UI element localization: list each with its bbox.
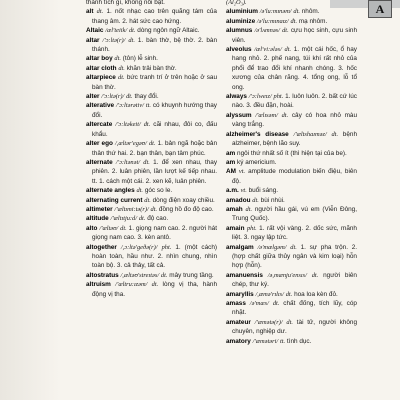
entry-pronunciation: /'æltɪmi:tə(r)/	[114, 205, 149, 213]
dictionary-entry	[226, 318, 357, 337]
entry-headword: amalgam	[226, 243, 254, 251]
entry-pronunciation: /'ɔ:ltənət/	[115, 158, 140, 166]
entry-headword: altar cloth	[86, 64, 117, 72]
entry-pronunciation: /'ɔ:ltə(r)/	[101, 93, 125, 101]
entry-pronunciation: /,æmə'rɪlɪs/	[255, 290, 284, 298]
entry-pronunciation: (Al₂O₃).	[226, 0, 247, 6]
entry-definition: bùi nhùi.	[260, 196, 285, 204]
entry-headword: altar	[86, 36, 100, 44]
dictionary-entry	[86, 224, 217, 243]
entry-headword: alterative	[86, 102, 115, 110]
dictionary-entry	[86, 271, 217, 280]
entry-definition: người biên chép, thư ký.	[232, 271, 357, 289]
dictionary-entry	[86, 120, 217, 139]
entry-pronunciation: /'ɔ:ltəkeit/	[115, 121, 141, 129]
entry-part-of-speech: dt.	[118, 74, 125, 82]
dictionary-entry	[226, 149, 357, 158]
entry-definition: mạ nhôm.	[298, 17, 328, 25]
entry-definition: 1. để xen nhau, thay phiên. 2. luân phiên, lần lượt kế tiếp nhau. tt. 1. cách một cái. 2. xen kẽ, luân phiên.	[92, 158, 218, 185]
entry-definition: góc so le.	[144, 187, 173, 195]
entry-part-of-speech: pht.	[161, 243, 172, 251]
entry-pronunciation: /æl'teiik/	[105, 27, 128, 35]
dictionary-entry	[226, 186, 357, 195]
entry-pronunciation: /ə'mæs/	[249, 300, 269, 307]
entry-headword: am	[226, 158, 236, 166]
entry-definition: buổi sáng.	[248, 187, 279, 195]
entry-definition: ký americium.	[237, 158, 277, 166]
entry-headword: altitude	[86, 215, 109, 223]
entry-pronunciation: /,æltər'egəʊ/	[115, 140, 147, 148]
entry-definition: bức tranh trí ở trên hoặc ở sau bàn thờ.	[92, 74, 218, 91]
dictionary-entry	[226, 167, 357, 186]
dictionary-entry	[226, 92, 357, 111]
entry-definition: tình dục.	[286, 337, 312, 345]
entry-definition: (tôn) lễ sinh.	[122, 55, 158, 63]
entry-headword: amatory	[226, 337, 251, 345]
entry-definition: 1. một cái hốc, ổ hay hang nhỏ. 2. phế nang, túi khí rất nhỏ của phổi để trao đổi khí nhanh chóng. 3. hốc xương của chân răng. 4. tổng ong, lỗ tổ ong.	[232, 46, 357, 91]
entry-part-of-speech: dt.	[281, 111, 289, 119]
dictionary-entry	[226, 196, 357, 205]
entry-definition: dòng điện xoay chiều.	[152, 196, 215, 204]
entry-headword: amanuensis	[226, 271, 263, 279]
entry-pronunciation: /'æltəʊ/	[99, 224, 119, 232]
entry-definition: chất đống, tích lũy, cóp nhặt.	[232, 300, 357, 317]
entry-headword: alternate	[86, 158, 113, 166]
entry-headword: altercate	[86, 121, 113, 129]
entry-part-of-speech: pht.	[246, 224, 257, 232]
entry-part-of-speech: dt.	[144, 196, 151, 204]
entry-headword: altostratus	[86, 271, 119, 279]
entry-part-of-speech: dt.	[136, 187, 144, 195]
dictionary-entry	[226, 17, 357, 26]
entry-part-of-speech: vt.	[238, 168, 246, 176]
dictionary-entry	[226, 299, 357, 318]
entry-headword: aluminium	[226, 8, 258, 16]
thumb-index-letter: A	[375, 1, 385, 16]
entry-pronunciation: /ə'mælgəm/	[257, 243, 287, 251]
dictionary-entry	[86, 36, 217, 55]
dictionary-entry	[226, 158, 357, 167]
entry-headword: alternating current	[86, 196, 143, 204]
dictionary-entry	[226, 224, 357, 243]
entry-part-of-speech: dt.	[331, 130, 339, 138]
thumb-index-tab	[368, 0, 392, 18]
entry-headword: amass	[226, 300, 246, 307]
entry-pronunciation: /'ælɪsəm/	[255, 111, 278, 119]
entry-part-of-speech: dt.	[311, 271, 319, 279]
entry-definition: 1. giọng nam cao. 2. người hát giọng nam cao. 3. kèn antô.	[92, 224, 217, 242]
entry-headword: a.m.	[226, 187, 239, 195]
entry-definition: hoa loa kèn đỏ.	[294, 290, 338, 298]
entry-definition: lòng vị tha, hành động vị tha.	[92, 281, 217, 298]
entry-headword: altimeter	[86, 205, 113, 213]
entry-definition: nhôm.	[301, 8, 320, 16]
dictionary-entry	[226, 337, 357, 346]
entry-part-of-speech: dt.	[285, 290, 293, 298]
entry-headword: altruism	[86, 281, 111, 289]
entry-definition: 1. bản ngã hoặc bản thân thứ hai. 2. bạn thân, bạn tâm phúc.	[92, 140, 218, 157]
dictionary-entry	[226, 271, 357, 290]
page-gutter	[0, 0, 60, 400]
entry-pronunciation: /'æltshaɪməz/	[293, 130, 327, 138]
entry-pronunciation: /æl'vi:ələs/	[254, 46, 282, 54]
entry-definition: 1. luôn luôn. 2. bất cứ lúc nào. 3. đều đặn, hoài.	[232, 93, 357, 110]
entry-definition: 1. rất vội vàng. 2. dốc sức, mãnh liệt. 3. ngay lập tức.	[232, 224, 357, 242]
entry-part-of-speech: dt.	[118, 64, 125, 72]
entry-headword: alzheimer's disease	[226, 130, 289, 138]
entry-definition: độ cao.	[147, 215, 169, 223]
entry-definition: có khuynh hướng thay đổi.	[92, 102, 218, 119]
entry-definition: tài tử, người không chuyên, nghiệp dư.	[232, 318, 358, 336]
entry-part-of-speech: dt.	[286, 318, 293, 326]
entry-definition: dòng ngôn ngữ Altaic.	[137, 27, 200, 35]
dictionary-entry	[86, 243, 217, 271]
entry-headword: amateur	[226, 318, 251, 326]
dictionary-entry	[86, 186, 217, 195]
entry-headword: alto	[86, 224, 98, 232]
entry-definition: mây trung tầng.	[169, 271, 214, 279]
dictionary-entry	[226, 130, 357, 149]
dictionary-entry	[86, 92, 217, 101]
dictionary-entry	[226, 290, 357, 299]
entry-pronunciation: /ə'lu:mɪnaɪz/	[256, 17, 289, 25]
entry-pronunciation: /ə'lʌmnəs/	[254, 27, 280, 35]
entry-definition: cựu học sinh, cựu sinh viên.	[232, 27, 358, 44]
dictionary-entry	[226, 111, 357, 130]
entry-part-of-speech: đt.	[143, 121, 151, 129]
entry-headword: alt	[86, 8, 94, 16]
dictionary-entry	[226, 26, 357, 45]
entry-part-of-speech: dt.	[290, 243, 297, 251]
entry-part-of-speech: dt.	[120, 224, 127, 232]
dictionary-entry	[86, 280, 217, 299]
dictionary-entry	[226, 45, 357, 92]
dictionary-entry	[86, 0, 217, 7]
entry-pronunciation: /'æmətə(r)/	[254, 318, 283, 326]
entry-headword: alter	[86, 93, 100, 101]
entry-pronunciation: /'æmətəri/	[252, 337, 279, 345]
entry-part-of-speech: đt.	[126, 93, 133, 101]
entry-definition: cây có hoa nhỏ màu vàng trắng.	[232, 111, 358, 129]
entry-pronunciation: /'æltru:ɪzəm/	[115, 281, 148, 289]
entry-definition: 1. sự pha trộn. 2. (hợp chất giữa thủy ngân và kim loại) hỗn hợp (hỗn).	[232, 243, 358, 270]
entry-headword: amaryllis	[226, 290, 254, 298]
entry-part-of-speech: đt.	[143, 158, 150, 166]
entry-headword: alter ego	[86, 140, 113, 148]
entry-part-of-speech: dt.	[293, 8, 300, 16]
entry-part-of-speech: vt.	[240, 187, 247, 195]
entry-part-of-speech: pht.	[273, 93, 284, 101]
dictionary-entry	[226, 7, 357, 16]
dictionary-entry	[226, 0, 357, 7]
dictionary-entry	[226, 243, 357, 271]
entry-headword: amain	[226, 224, 245, 232]
entry-part-of-speech: dt.	[150, 205, 158, 213]
entry-part-of-speech: dt.	[114, 55, 121, 63]
entry-headword: AM	[226, 168, 236, 176]
entry-definition: khăn trải bàn thờ.	[126, 64, 177, 72]
entry-definition: thay đổi.	[134, 93, 159, 101]
dictionary-entry	[86, 64, 217, 73]
dictionary-entry	[86, 73, 217, 92]
entry-definition: ngôi thứ nhất số ít (thì hiện tại của be).	[237, 149, 347, 157]
entry-part-of-speech: đt.	[290, 17, 298, 25]
entry-part-of-speech: tt.	[145, 102, 151, 110]
dictionary-entry	[86, 214, 217, 223]
entry-part-of-speech: dt.	[245, 205, 253, 213]
entry-pronunciation: /'ɔ:lweɪz/	[248, 93, 272, 101]
entry-pronunciation: /,æltəʊ'streɪtəs/	[120, 271, 160, 279]
entry-part-of-speech: dt.	[96, 8, 104, 16]
entry-headword: always	[226, 93, 247, 101]
entry-headword: amadou	[226, 196, 251, 204]
entry-part-of-speech: dt.	[148, 140, 156, 148]
entry-part-of-speech: dt.	[128, 27, 136, 35]
entry-part-of-speech: dt.	[128, 36, 135, 44]
entry-definition: 1. nốt nhạc cao trên quãng tám của thang âm. 2. hát sức cao hứng.	[92, 8, 217, 25]
entry-headword: alyssum	[226, 111, 252, 119]
entry-pronunciation: /ə'lu:mɪnəm/	[259, 8, 292, 16]
dictionary-entry	[86, 54, 217, 63]
entry-part-of-speech: tt.	[279, 337, 286, 345]
entry-headword: alternate angles	[86, 187, 135, 195]
entry-pronunciation: /'ɔ:ltə(r)/	[102, 36, 126, 44]
entry-headword: altar boy	[86, 55, 113, 63]
entry-definition: 1. bàn thờ, bệ thờ. 2. bàn thánh.	[92, 36, 218, 54]
entry-headword: Altaic	[86, 27, 104, 35]
entry-part-of-speech: đt.	[272, 300, 280, 307]
entry-part-of-speech: dt.	[252, 196, 259, 204]
entry-pronunciation: /'æltɪtju:d/	[110, 215, 138, 223]
entry-part-of-speech: dt.	[138, 215, 146, 223]
entry-part-of-speech: dt.	[160, 271, 168, 279]
entry-pronunciation: /ə,mænju'ensɪs/	[267, 271, 307, 279]
entry-headword: altarpiece	[86, 74, 116, 82]
entry-pronunciation: /,ɔ:ltə'geðə(r)/	[120, 243, 158, 251]
entry-part-of-speech: dt.	[151, 281, 159, 289]
entry-definition: cãi nhau, đôi co, đấu khẩu.	[92, 121, 218, 138]
entry-part-of-speech: dt.	[282, 27, 289, 35]
dictionary-entry	[86, 7, 217, 26]
dictionary-entry	[86, 205, 217, 214]
entry-definition: 1. (một cách) hoàn toàn, hầu như. 2. nhìn chung, nhìn toàn bộ. 3. cả thảy, tất cả.	[92, 243, 218, 270]
entry-definition: đồng hồ đo độ cao.	[158, 205, 214, 213]
entry-headword: am	[226, 149, 236, 157]
dictionary-entry	[86, 196, 217, 205]
right-column	[226, 0, 357, 346]
entry-headword: amah	[226, 205, 243, 213]
entry-definition: thành tích gì, không nổi bật.	[86, 0, 165, 6]
entry-part-of-speech: dt.	[284, 46, 292, 54]
dictionary-entry	[86, 26, 217, 35]
entry-definition: người hầu gái, vú em (Viễn Đông, Trung Quốc).	[232, 205, 358, 223]
dictionary-entry	[86, 101, 217, 120]
dictionary-entry	[226, 205, 357, 224]
entry-definition: amplitude modulation biến điệu, biên độ.	[232, 168, 357, 185]
dictionary-entry	[86, 139, 217, 158]
entry-headword: aluminize	[226, 17, 256, 25]
left-column	[86, 0, 217, 299]
entry-headword: alumnus	[226, 27, 253, 35]
entry-definition: bệnh alzheimer, bệnh lão suy.	[232, 130, 357, 148]
entry-pronunciation: /'ɔ:ltərətiv/	[115, 102, 144, 110]
entry-headword: alveolus	[226, 46, 252, 54]
entry-headword: altogether	[86, 243, 117, 251]
dictionary-entry	[86, 158, 217, 186]
